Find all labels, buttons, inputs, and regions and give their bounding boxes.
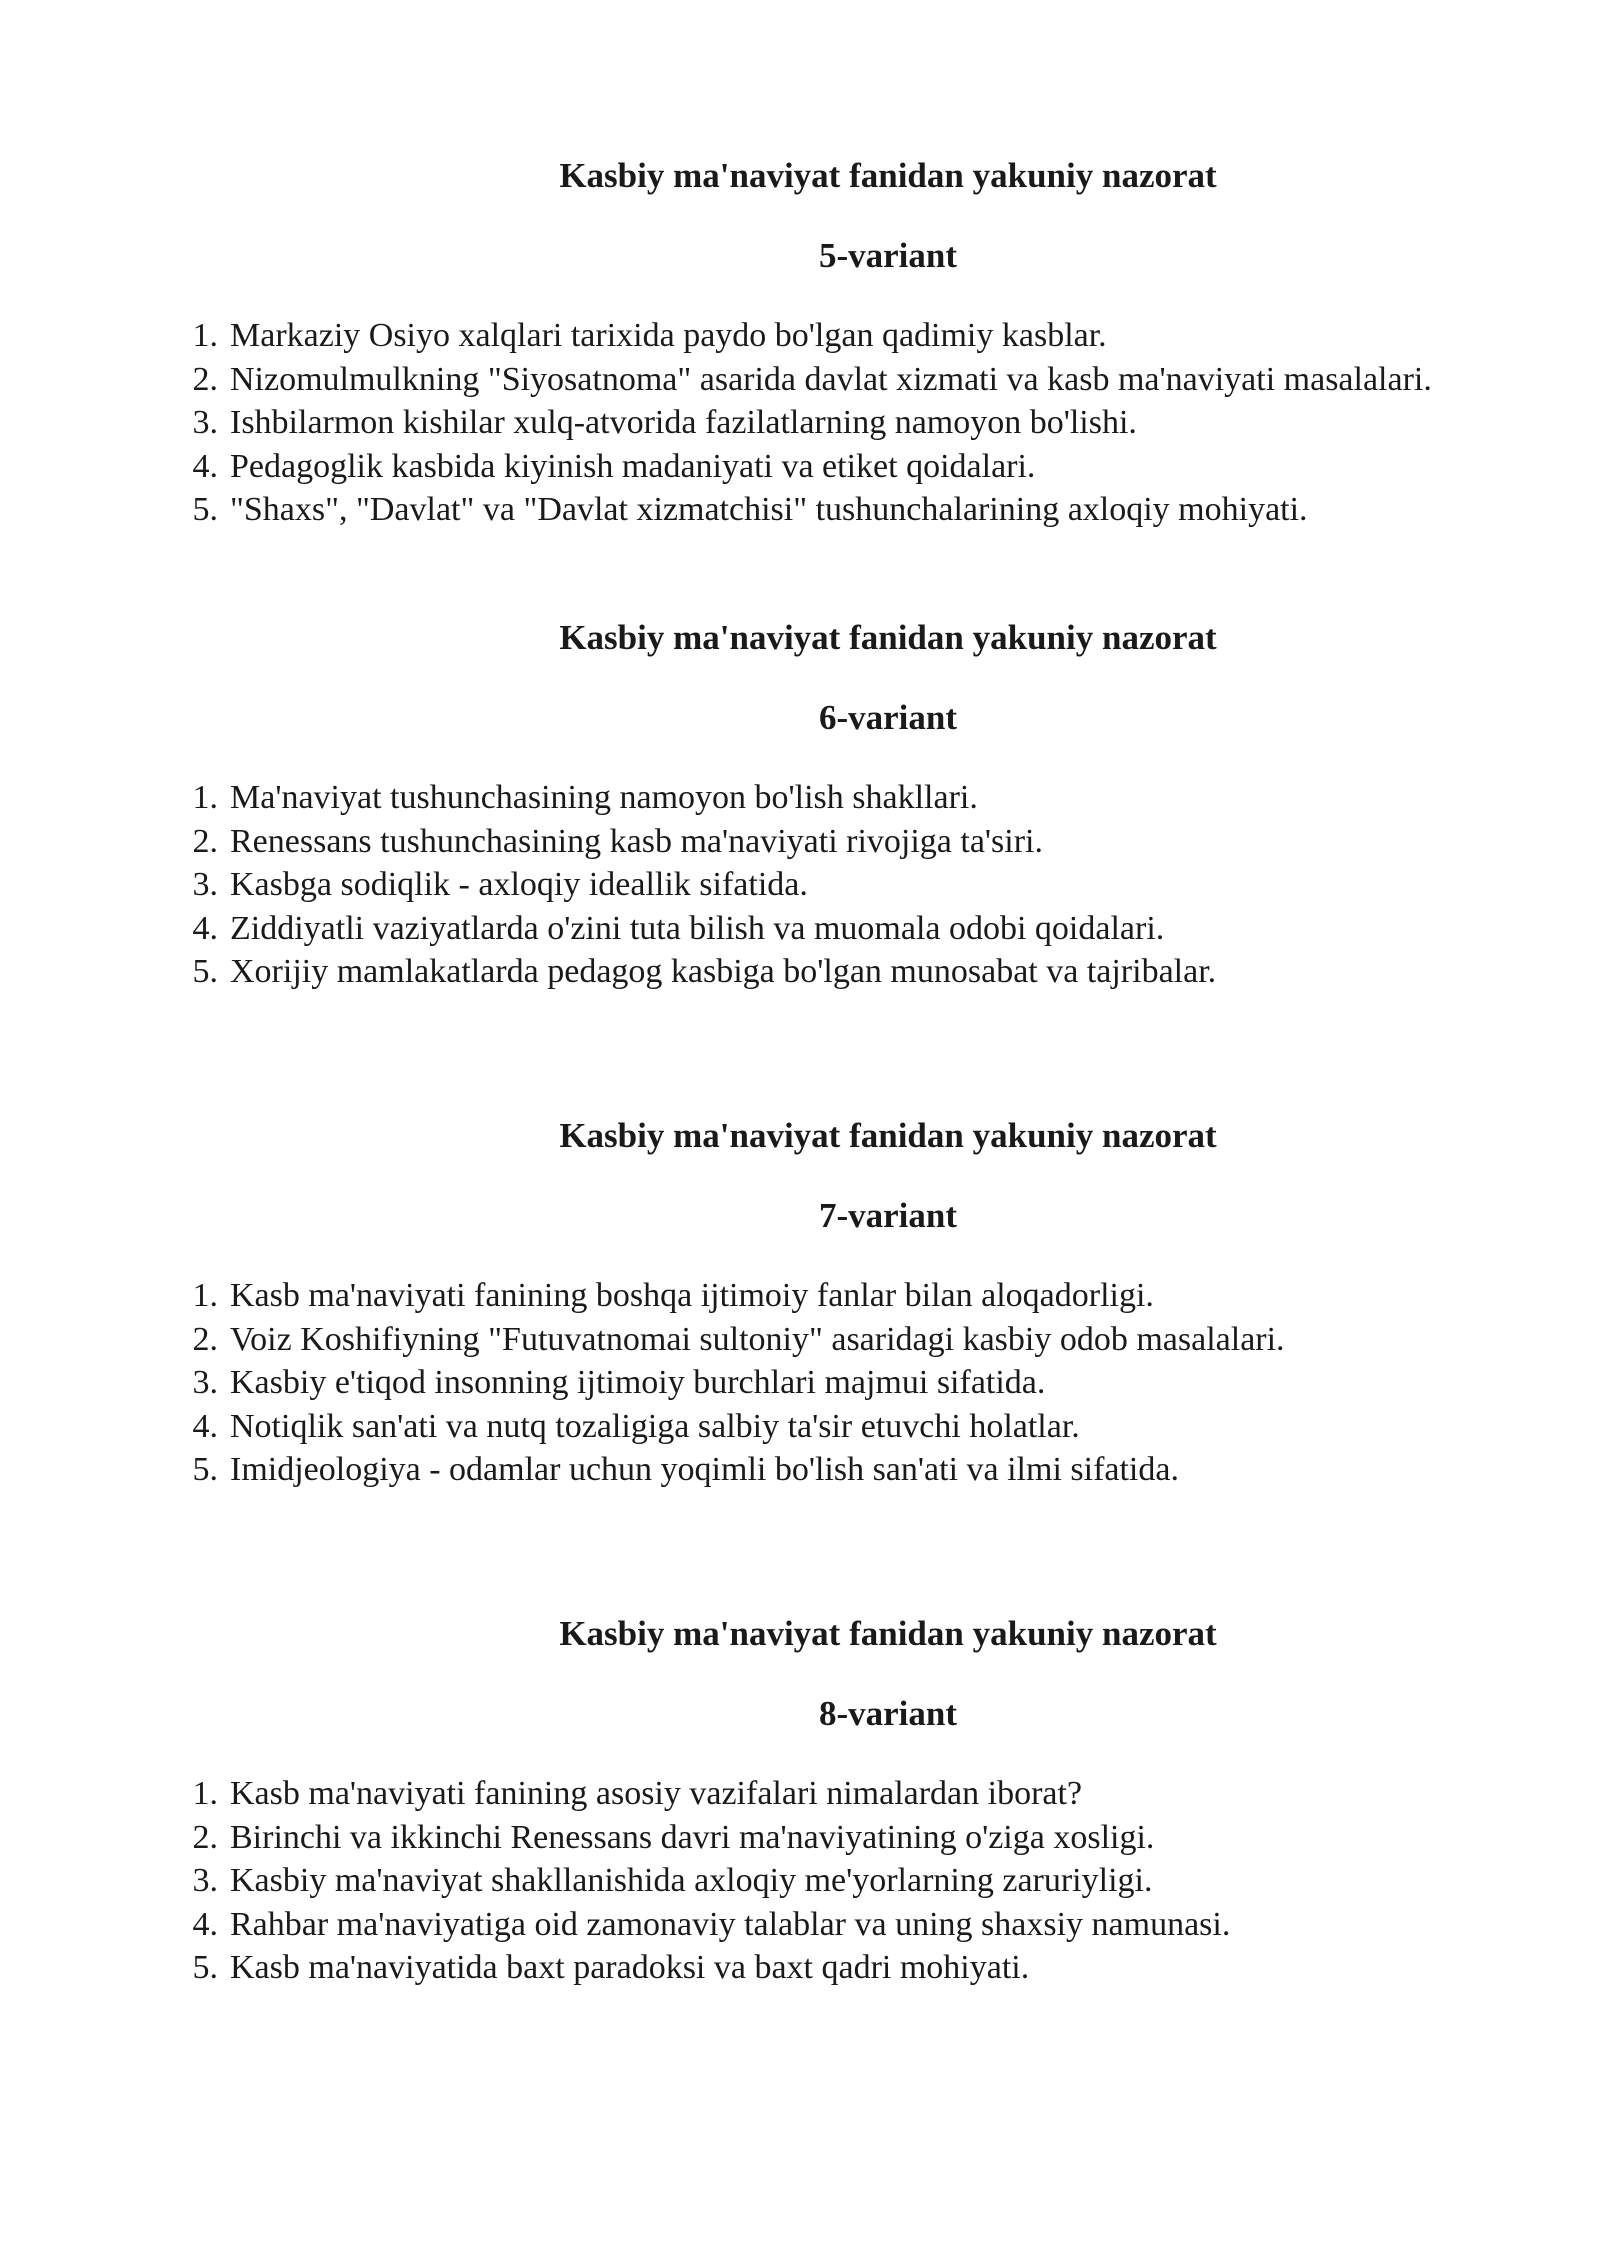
exam-title: Kasbiy ma'naviyat fanidan yakuniy nazorat [559,618,1217,657]
question-number: 4. [192,1407,218,1445]
question-number: 5. [192,1949,218,1986]
question-item [178,950,1478,994]
question-number: 4. [192,1905,218,1943]
question-number: 1. [192,779,218,816]
question-text: Voiz Koshifiyning "Futuvatnomai sultoniy" asaridagi kasbiy odob masalalari. [230,1320,1285,1358]
question-text: Ma'naviyat tushunchasining namoyon bo'lish shakllari. [230,779,978,816]
question-text: Nizomulmulkning "Siyosatnoma" asarida davlat xizmati va kasb ma'naviyati masalalari. [230,360,1432,398]
question-number: 2. [192,1818,218,1856]
question-text: Renessans tushunchasining kasb ma'naviyati rivojiga ta'siri. [230,822,1043,860]
exam-title: Kasbiy ma'naviyat fanidan yakuniy nazorat [559,1614,1217,1653]
question-text: Ziddiyatli vaziyatlarda o'zini tuta bilish va muomala odobi qoidalari. [230,909,1165,947]
question-item [178,1318,1478,1362]
question-text: Imidjeologiya - odamlar uchun yoqimli bo'lish san'ati va ilmi sifatida. [230,1451,1179,1488]
question-list [178,1274,1478,1492]
question-text: Kasbiy e'tiqod insonning ijtimoiy burchlari majmui sifatida. [230,1364,1046,1401]
exam-title: Kasbiy ma'naviyat fanidan yakuniy nazorat [559,156,1217,195]
question-item [178,445,1478,489]
variant-label: 7-variant [818,1196,958,1235]
question-item [178,1448,1478,1492]
question-number: 3. [192,866,218,903]
question-number: 1. [192,1775,218,1812]
question-number: 3. [192,404,218,441]
question-item [178,401,1478,445]
variant-label: 6-variant [818,698,958,737]
question-text: Xorijiy mamlakatlarda pedagog kasbiga bo'lgan munosabat va tajribalar. [230,953,1217,990]
question-list [178,314,1478,532]
question-text: "Shaxs", "Davlat" va "Davlat xizmatchisi" tushunchalarining axloqiy mohiyati. [230,491,1308,528]
question-number: 1. [192,1277,218,1314]
question-text: Kasb ma'naviyati fanining boshqa ijtimoiy fanlar bilan aloqadorligi. [230,1277,1154,1314]
question-item [178,1772,1478,1816]
question-item [178,1903,1478,1947]
question-number: 2. [192,822,218,860]
question-text: Markaziy Osiyo xalqlari tarixida paydo bo'lgan qadimiy kasblar. [230,317,1107,354]
question-number: 3. [192,1862,218,1899]
variant-label: 8-variant [818,1694,958,1733]
question-number: 3. [192,1364,218,1401]
question-item [178,1361,1478,1405]
question-text: Kasbga sodiqlik - axloqiy ideallik sifatida. [230,866,808,903]
question-item [178,1859,1478,1903]
question-number: 5. [192,1451,218,1488]
question-text: Kasb ma'naviyatida baxt paradoksi va baxt qadri mohiyati. [230,1949,1030,1986]
question-text: Rahbar ma'naviyatiga oid zamonaviy talablar va uning shaxsiy namunasi. [230,1905,1231,1943]
question-item [178,1405,1478,1449]
question-item [178,776,1478,820]
question-text: Kasbiy ma'naviyat shakllanishida axloqiy me'yorlarning zaruriyligi. [230,1862,1153,1899]
question-list [178,776,1478,994]
question-text: Pedagoglik kasbida kiyinish madaniyati va etiket qoidalari. [230,447,1036,485]
question-item [178,1946,1478,1990]
question-text: Kasb ma'naviyati fanining asosiy vazifalari nimalardan iborat? [230,1775,1083,1812]
question-number: 5. [192,491,218,528]
question-item [178,820,1478,864]
question-number: 2. [192,1320,218,1358]
question-list [178,1772,1478,1990]
question-item [178,1816,1478,1860]
variant-label: 5-variant [818,236,958,275]
question-number: 2. [192,360,218,398]
question-number: 5. [192,953,218,990]
question-text: Birinchi va ikkinchi Renessans davri ma'naviyatining o'ziga xosligi. [230,1818,1155,1856]
question-item [178,1274,1478,1318]
question-number: 1. [192,317,218,354]
question-item [178,488,1478,532]
question-text: Notiqlik san'ati va nutq tozaligiga salbiy ta'sir etuvchi holatlar. [230,1407,1080,1445]
question-item [178,358,1478,402]
question-number: 4. [192,447,218,485]
question-number: 4. [192,909,218,947]
exam-title: Kasbiy ma'naviyat fanidan yakuniy nazorat [559,1116,1217,1155]
question-text: Ishbilarmon kishilar xulq-atvorida fazilatlarning namoyon bo'lishi. [230,404,1137,441]
question-item [178,907,1478,951]
question-item [178,314,1478,358]
question-item [178,863,1478,907]
